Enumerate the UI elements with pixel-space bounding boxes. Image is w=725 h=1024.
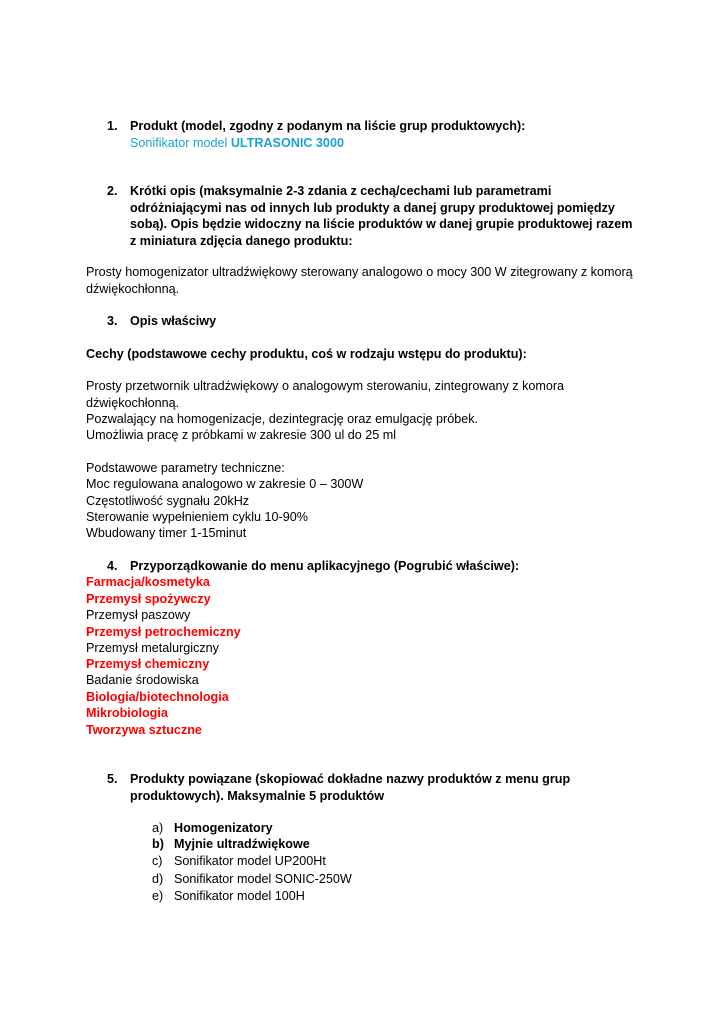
menu-item-paszowy: Przemysł paszowy (86, 608, 191, 622)
product-model: ULTRASONIC 3000 (230, 136, 344, 150)
menu-item-metalurgiczny: Przemysł metalurgiczny (86, 641, 219, 655)
feature-line: Pozwalający na homogenizacje, dezintegrację oraz emulgację próbek. (86, 412, 479, 426)
menu-item-mikrobiologia: Mikrobiologia (86, 706, 168, 720)
feature-line: Umożliwia pracę z próbkami w zakresie 300 ul do 25 ml (86, 428, 397, 442)
param-line: Wbudowany timer 1-15minut (86, 526, 247, 540)
short-description: Prosty homogenizator ultradźwiękowy sterowany analogowo o mocy 300 W zitegrowany z komorą dźwiękochłonną. (86, 265, 633, 296)
related-letter: e) (152, 889, 164, 903)
menu-item-spozywczy: Przemysł spożywczy (86, 592, 211, 606)
menu-item-srodowisko: Badanie środowiska (86, 673, 199, 687)
menu-item-petrochemiczny: Przemysł petrochemiczny (86, 625, 241, 639)
section-5-heading: Produkty powiązane (skopiować dokładne nazwy produktów z menu grup produktowych). Maksymalnie 5 produktów (130, 772, 571, 803)
menu-item-farmacja: Farmacja/kosmetyka (86, 575, 210, 589)
product-name (130, 135, 650, 152)
menu-item-biologia: Biologia/biotechnologia (86, 690, 229, 704)
related-item: Sonifikator model UP200Ht (174, 854, 326, 868)
related-item: Sonifikator model SONIC-250W (174, 872, 352, 886)
related-letter: d) (152, 872, 164, 886)
related-item: Homogenizatory (174, 821, 273, 835)
related-letter: c) (152, 854, 163, 868)
section-2-heading: Krótki opis (maksymalnie 2-3 zdania z cechą/cechami lub parametrami odróżniającymi nas od innych lub produkty a danej grupy produktowej pomiędzy sobą). Opis będzie widoczny na liście produktów w danej grupie produktowej razem z miniatura zdjęcia danego produktu: (130, 184, 633, 248)
section-3-heading: Opis właściwy (130, 314, 217, 328)
section-2-number: 2. (107, 184, 118, 198)
param-line: Sterowanie wypełnieniem cyklu 10-90% (86, 510, 308, 524)
section-1-number: 1. (107, 119, 118, 133)
section-4-heading: Przyporządkowanie do menu aplikacyjnego (Pogrubić właściwe): (130, 559, 520, 573)
param-line: Moc regulowana analogowo w zakresie 0 – 300W (86, 477, 364, 491)
product-prefix: Sonifikator model (130, 136, 228, 150)
related-item: Myjnie ultradźwiękowe (174, 837, 310, 851)
features-heading: Cechy (podstawowe cechy produktu, coś w rodzaju wstępu do produktu): (86, 347, 527, 361)
menu-item-chemiczny: Przemysł chemiczny (86, 657, 210, 671)
params-heading: Podstawowe parametry techniczne: (86, 461, 285, 475)
param-line: Częstotliwość sygnału 20kHz (86, 494, 250, 508)
feature-line: Prosty przetwornik ultradźwiękowy o analogowym sterowaniu, zintegrowany z komora dźwiękochłonną. (86, 379, 565, 410)
section-4-number: 4. (107, 559, 118, 573)
section-5-number: 5. (107, 772, 118, 786)
related-item: Sonifikator model 100H (174, 889, 305, 903)
section-3-number: 3. (107, 314, 118, 328)
related-letter: a) (152, 821, 164, 835)
menu-item-tworzywa: Tworzywa sztuczne (86, 723, 202, 737)
section-1-heading: Produkt (model, zgodny z podanym na liście grup produktowych): (130, 119, 526, 133)
related-letter: b) (152, 837, 164, 851)
